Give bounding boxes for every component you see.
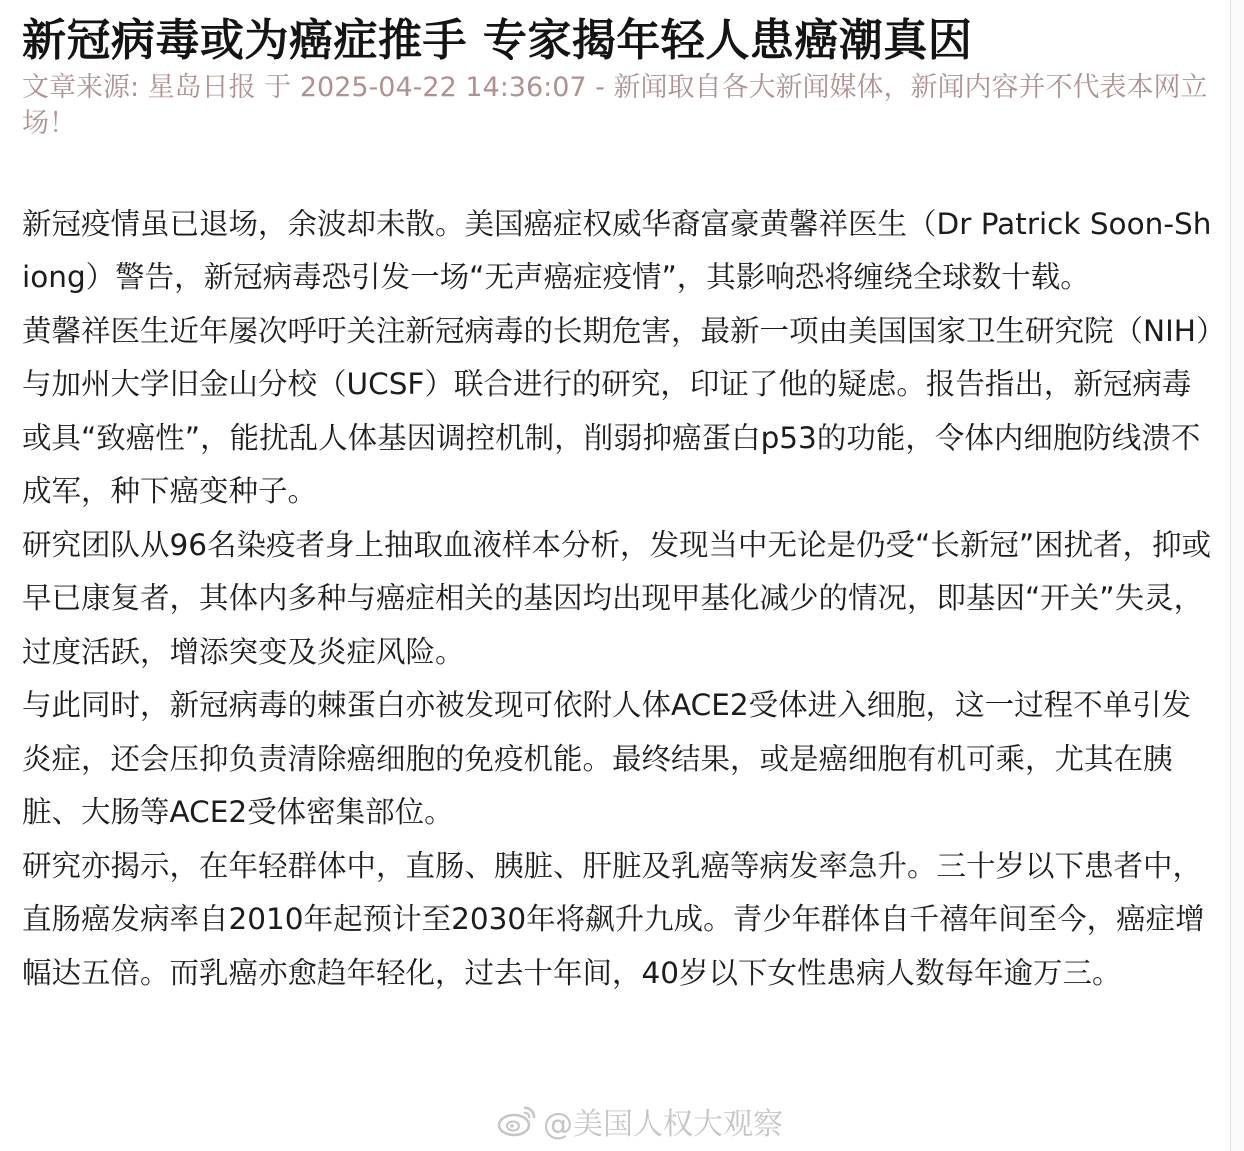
article-body	[22, 198, 1216, 1001]
article-paragraph: 研究团队从96名染疫者身上抽取血液样本分析，发现当中无论是仍受“长新冠”困扰者，抑或早已康复者，其体内多种与癌症相关的基因均出现甲基化减少的情况，即基因“开关”失灵，过度活跃，增添突变及炎症风险。	[22, 527, 1212, 669]
article-paragraph: 新冠疫情虽已退场，余波却未散。美国癌症权威华裔富豪黄馨祥医生（Dr Patrick Soon-Shiong）警告，新冠病毒恐引发一场“无声癌症疫情”，其影响恐将缠绕全球数十载。	[22, 206, 1212, 295]
watermark-text: @美国人权大观察	[543, 1107, 783, 1142]
article-source-line: 文章来源: 星岛日报 于 2025-04-22 14:36:07 - 新闻取自各大新闻媒体，新闻内容并不代表本网立场！	[22, 71, 1208, 139]
article-paragraph: 黄馨祥医生近年屡次呼吁关注新冠病毒的长期危害，最新一项由美国国家卫生研究院（NIH）与加州大学旧金山分校（UCSF）联合进行的研究，印证了他的疑虑。报告指出，新冠病毒或具“致癌性”，能扰乱人体基因调控机制，削弱抑癌蛋白p53的功能，令体内细胞防线溃不成军，种下癌变种子。	[22, 313, 1211, 509]
weibo-icon	[497, 1104, 537, 1138]
vertical-scrollbar[interactable]	[1230, 0, 1244, 1151]
article-paragraph: 研究亦揭示，在年轻群体中，直肠、胰脏、肝脏及乳癌等病发率急升。三十岁以下患者中，直肠癌发病率自2010年起预计至2030年将飙升九成。青少年群体自千禧年间至今，癌症增幅达五倍。而乳癌亦愈趋年轻化，过去十年间，40岁以下女性患病人数每年逾万三。	[22, 848, 1205, 990]
article-paragraph: 与此同时，新冠病毒的棘蛋白亦被发现可依附人体ACE2受体进入细胞，这一过程不单引发炎症，还会压抑负责清除癌细胞的免疫机能。最终结果，或是癌细胞有机可乘，尤其在胰脏、大肠等ACE2受体密集部位。	[22, 688, 1192, 830]
article-title: 新冠病毒或为癌症推手 专家揭年轻人患癌潮真因	[22, 15, 973, 66]
watermark	[497, 1099, 783, 1143]
